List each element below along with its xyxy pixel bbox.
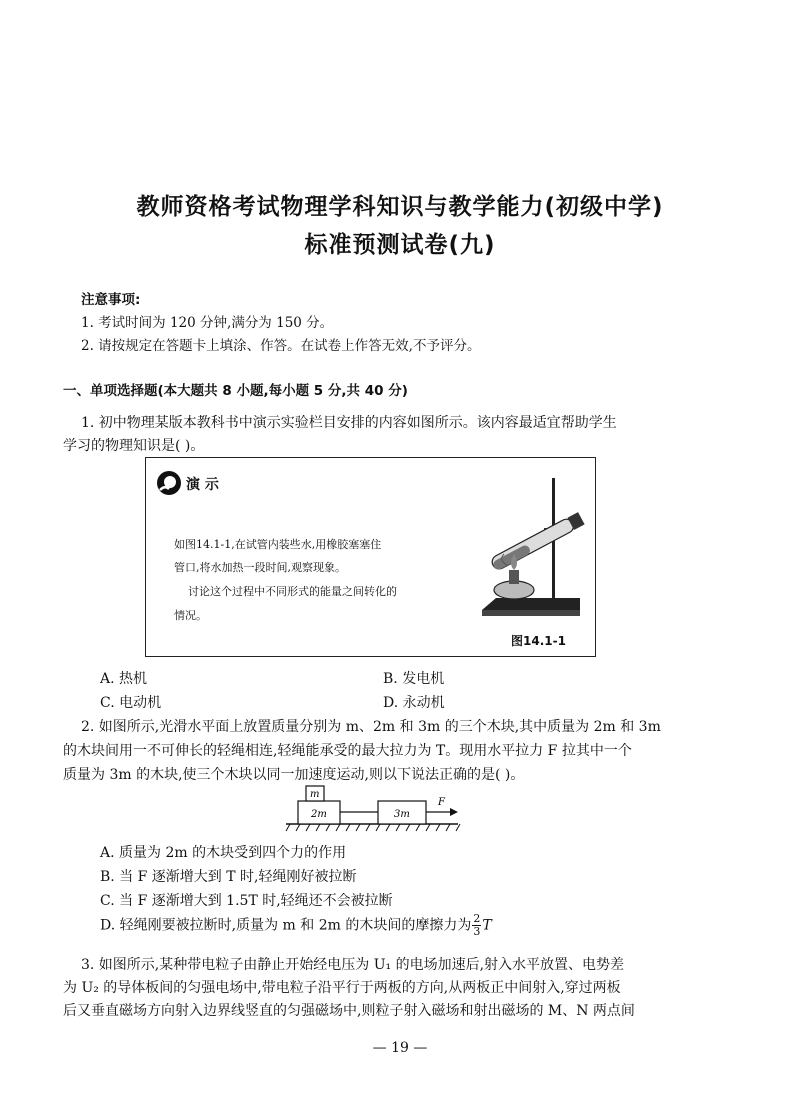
demo-text-line4: 情况。 [174, 609, 207, 622]
label-2m: 2m [311, 809, 327, 820]
section-heading: 一、单项选择题(本大题共 8 小题,每小题 5 分,共 40 分) [63, 383, 408, 399]
fraction-tail: T [482, 917, 492, 934]
q2-option-a: A. 质量为 2m 的木块受到四个力的作用 [100, 845, 347, 861]
fraction-numerator: 2 [473, 912, 481, 925]
demo-figure-frame [145, 457, 596, 657]
q2-option-b: B. 当 F 逐渐增大到 T 时,轻绳刚好被拉断 [100, 869, 357, 885]
q1-stem-line1: 1. 初中物理某版本教科书中演示实验栏目安排的内容如图所示。该内容最适宜帮助学生 [81, 415, 617, 431]
q1-option-a: A. 热机 [100, 671, 148, 687]
demo-label: 演 示 [186, 477, 219, 493]
q2-stem-line3: 质量为 3m 的木块,使三个木块以同一加速度运动,则以下说法正确的是( )。 [63, 767, 525, 783]
demo-text-line1: 如图14.1-1,在试管内装些水,用橡胶塞塞住 [174, 538, 382, 551]
demo-logo-icon [156, 470, 182, 496]
blocks-diagram [282, 781, 462, 837]
q2-stem-line2: 的木块间用一不可伸长的轻绳相连,轻绳能承受的最大拉力为 T。现用水平拉力 F 拉其中一个 [63, 743, 632, 759]
q1-option-b: B. 发电机 [383, 671, 445, 687]
fraction [472, 913, 481, 938]
demo-text-line2: 管口,将水加热一段时间,观察现象。 [174, 561, 346, 574]
q1-option-d: D. 永动机 [383, 695, 445, 711]
q3-stem-line1: 3. 如图所示,某种带电粒子由静止开始经电压为 U₁ 的电场加速后,射入水平放置、电势差 [81, 957, 625, 973]
label-F: F [438, 797, 445, 808]
notice-heading: 注意事项: [81, 292, 141, 308]
q1-stem-line2: 学习的物理知识是( )。 [63, 438, 205, 454]
exam-title-line2: 标准预测试卷(九) [304, 232, 496, 258]
fraction-denominator: 3 [473, 925, 481, 938]
q2-option-d-text: D. 轻绳刚要被拉断时,质量为 m 和 2m 的木块间的摩擦力为 [100, 917, 472, 934]
q1-option-c: C. 电动机 [100, 695, 162, 711]
q3-stem-line3: 后又垂直磁场方向射入边界线竖直的匀强磁场中,则粒子射入磁场和射出磁场的 M、N 两点间 [63, 1003, 635, 1019]
label-3m: 3m [394, 809, 410, 820]
q3-stem-line2: 为 U₂ 的导体板间的匀强电场中,带电粒子沿平行于两板的方向,从两板正中间射入,穿过两板 [63, 980, 621, 996]
notice-item-1: 1. 考试时间为 120 分钟,满分为 150 分。 [81, 315, 334, 331]
label-m: m [310, 789, 320, 800]
notice-item-2: 2. 请按规定在答题卡上填涂、作答。在试卷上作答无效,不予评分。 [81, 338, 481, 354]
demo-text-line3: 讨论这个过程中不同形式的能量之间转化的 [188, 585, 397, 598]
page-number: — 19 — [372, 1040, 428, 1056]
q2-option-d [100, 913, 492, 938]
test-tube-heating-illustration [468, 470, 588, 628]
q2-option-c: C. 当 F 逐渐增大到 1.5T 时,轻绳还不会被拉断 [100, 893, 393, 909]
figure-caption: 图14.1-1 [511, 634, 566, 648]
exam-title-line1: 教师资格考试物理学科知识与教学能力(初级中学) [136, 194, 664, 220]
q2-stem-line1: 2. 如图所示,光滑水平面上放置质量分别为 m、2m 和 3m 的三个木块,其中质量为 2m 和 3m [81, 719, 661, 735]
